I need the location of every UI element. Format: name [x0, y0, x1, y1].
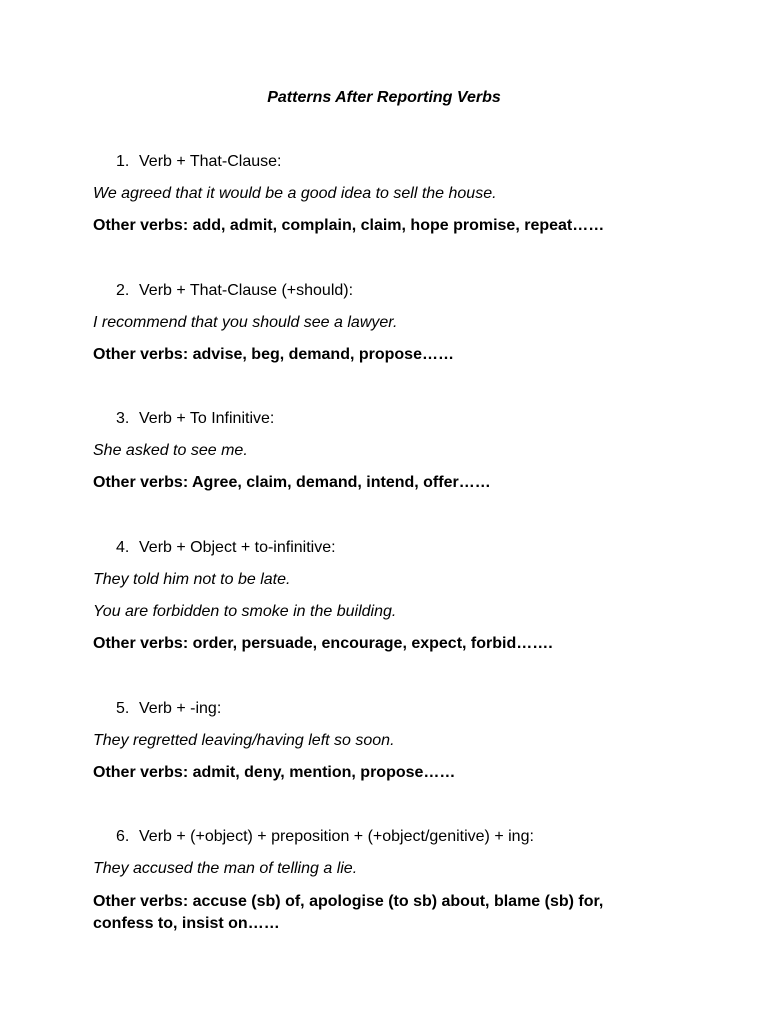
section-number: 6. [116, 828, 130, 845]
section-heading-3 [116, 408, 676, 430]
section-heading-1 [116, 151, 676, 173]
section-number: 4. [116, 539, 130, 556]
section-heading-text: Verb + Object + to-infinitive: [139, 539, 336, 556]
other-verbs-list: Other verbs: add, admit, complain, claim, hope promise, repeat…… [93, 217, 605, 234]
section-number: 5. [116, 700, 130, 717]
example-sentence: We agreed that it would be a good idea to sell the house. [93, 185, 497, 202]
example-sentence: They accused the man of telling a lie. [93, 860, 358, 877]
example-sentence: I recommend that you should see a lawyer. [93, 314, 398, 331]
section-heading-text: Verb + (+object) + preposition + (+object/genitive) + ing: [139, 828, 534, 845]
example-sentence: You are forbidden to smoke in the building. [93, 603, 397, 620]
section-heading-text: Verb + -ing: [139, 700, 222, 717]
section-heading-4 [116, 537, 676, 559]
example-sentence: They regretted leaving/having left so soon. [93, 732, 395, 749]
section-heading-5 [116, 698, 676, 720]
section-number: 2. [116, 282, 130, 299]
example-sentence: She asked to see me. [93, 442, 248, 459]
section-heading-2 [116, 280, 676, 302]
other-verbs-list: Other verbs: Agree, claim, demand, intend, offer…… [93, 474, 491, 491]
section-heading-text: Verb + That-Clause: [139, 153, 282, 170]
section-number: 1. [116, 153, 130, 170]
other-verbs-list: Other verbs: admit, deny, mention, propose…… [93, 764, 456, 781]
other-verbs-list: Other verbs: order, persuade, encourage, expect, forbid……. [93, 635, 553, 652]
example-sentence: They told him not to be late. [93, 571, 291, 588]
section-heading-text: Verb + That-Clause (+should): [139, 282, 354, 299]
other-verbs-list: Other verbs: advise, beg, demand, propose…… [93, 346, 454, 363]
section-heading-text: Verb + To Infinitive: [139, 410, 275, 427]
document-title: Patterns After Reporting Verbs [267, 89, 501, 106]
other-verbs-list: Other verbs: accuse (sb) of, apologise (to sb) about, blame (sb) for, confess to, insist on…… [93, 893, 604, 932]
section-heading-6 [116, 826, 696, 848]
section-number: 3. [116, 410, 130, 427]
